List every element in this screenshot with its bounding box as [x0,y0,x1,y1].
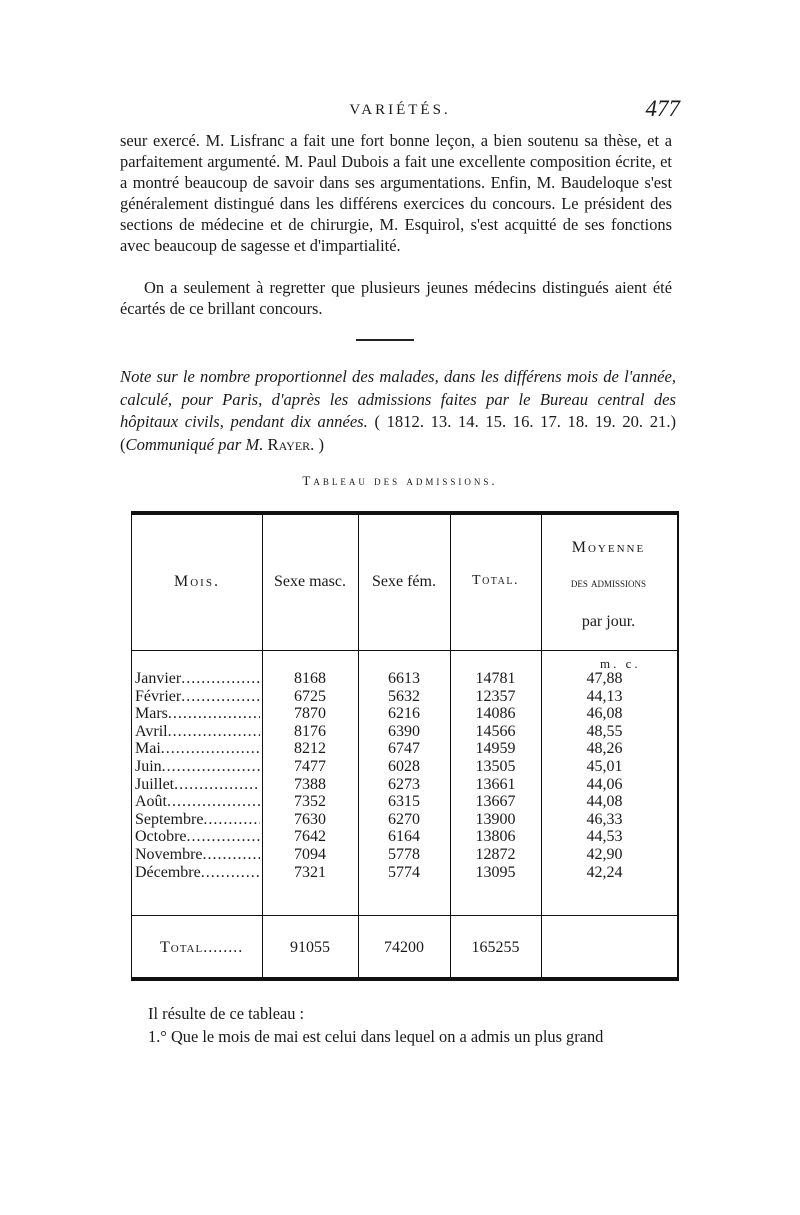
cell-total: 13095 [475,863,516,881]
page-number: 477 [645,96,680,121]
cell-moyenne: 42,24 [586,863,623,881]
cell-moyenne: 44,08 [586,793,623,811]
running-head [120,96,680,128]
table-row [132,864,676,882]
table-body [132,670,676,881]
note-years: ( 1812. 13. 14. 15. 16. 17. 18. 19. 20. 21.) [374,412,676,431]
header-par-jour: par jour. [581,613,636,630]
cell-moyenne: 44,53 [586,828,623,846]
cell-sexe-fem: 6270 [388,810,420,828]
header-total: Total. [472,573,519,588]
header-moyenne: Moyenne [571,539,646,556]
table-row [132,705,676,723]
note-heading [120,366,676,456]
cell-sexe-fem: 5778 [388,845,420,863]
cell-total: 12357 [475,687,516,705]
cell-sexe-fem: 6273 [388,775,420,793]
cell-mois: Décembre ..... [135,864,260,882]
cell-sexe-masc: 7352 [294,793,326,811]
cell-mois: Octobre ..... [135,828,260,846]
conclusion-intro: Il résulte de ce tableau : [148,1004,305,1023]
section-divider [356,339,414,341]
cell-total: 13661 [475,775,516,793]
header-mois: Mois. [174,573,220,590]
cell-mois: Juillet ..... [135,776,260,794]
cell-moyenne: 44,06 [586,775,623,793]
note-author: Rayer. [267,434,315,454]
cell-total: 14086 [475,705,516,723]
cell-mois: Mars ..... [135,705,260,723]
table-row [132,670,676,688]
cell-total: 14959 [475,740,516,758]
table-title: Tableau des admissions. [302,473,498,488]
cell-sexe-masc: 7630 [294,810,326,828]
total-sexe-fem: 74200 [384,939,424,956]
cell-sexe-masc: 7870 [294,705,326,723]
note-title: Note sur le nombre proportionnel des malades, dans les différens mois de l'année, calculé, pour Paris, d'après les admissions faites par le Bureau central des hôpitaux civils, pendant dix années. [120,367,676,431]
cell-sexe-masc: 7477 [294,757,326,775]
admissions-table [131,511,679,981]
header-divider [132,650,677,651]
cell-sexe-fem: 6390 [388,722,420,740]
cell-mois: Mai ..... [135,740,260,758]
cell-total: 13900 [475,810,516,828]
paragraph-concours: seur exercé. M. Lisfranc a fait une fort bonne leçon, a bien soutenu sa thèse, et a parfaitement argumenté. M. Paul Dubois a fait une excellente composition écrite, et a montré beaucoup de savoir dans ses argumentations. Enfin, M. Baudeloque s'est généralement distingué dans les différens exercices du concours. Le président des sections de médecine et de chirurgie, M. Esquirol, s'est acquitté de ses fonctions avec beaucoup de sagesse et d'impartialité. [120,131,672,255]
paragraph-regret: On a seulement à regretter que plusieurs jeunes médecins distingués aient été écartés de ce brillant concours. [120,278,672,318]
table-row [132,793,676,811]
cell-moyenne: 46,08 [586,705,623,723]
table-row [132,828,676,846]
units-label: m. c. [600,656,641,671]
note-paren-close: ) [318,434,324,454]
running-title: VARIÉTÉS. [349,102,451,118]
cell-sexe-masc: 7321 [294,863,326,881]
header-sexe-masc: Sexe masc. [274,573,346,590]
total-total: 165255 [471,939,520,956]
table-row [132,688,676,706]
total-label: Total ........ [160,939,260,957]
cell-moyenne: 44,13 [586,687,623,705]
cell-mois: Août ..... [135,793,260,811]
cell-total: 14566 [475,722,516,740]
cell-mois: Septembre ..... [135,811,260,829]
cell-sexe-fem: 5774 [388,863,420,881]
cell-moyenne: 47,88 [586,670,623,687]
cell-total: 13505 [475,757,516,775]
cell-sexe-masc: 7388 [294,775,326,793]
table-row [132,723,676,741]
cell-moyenne: 48,55 [586,722,623,740]
cell-total: 12872 [475,845,516,863]
cell-sexe-masc: 7642 [294,828,326,846]
header-sexe-fem: Sexe fém. [372,573,436,590]
cell-sexe-masc: 8176 [294,722,326,740]
note-paren-open: ( [120,434,126,454]
cell-sexe-fem: 6164 [388,828,420,846]
cell-sexe-masc: 6725 [294,687,326,705]
cell-total: 13806 [475,828,516,846]
header-des-admissions: des admissions [570,576,647,590]
cell-sexe-masc: 8168 [294,670,326,687]
cell-moyenne: 45,01 [586,757,623,775]
cell-mois: Avril ..... [135,723,260,741]
table-row [132,776,676,794]
cell-moyenne: 42,90 [586,845,623,863]
cell-sexe-fem: 5632 [388,687,420,705]
cell-sexe-masc: 8212 [294,740,326,758]
conclusion-line: 1.° Que le mois de mai est celui dans lequel on a admis un plus grand [148,1027,604,1046]
total-row [132,939,676,959]
cell-mois: Janvier ..... [135,670,260,688]
table-row [132,811,676,829]
total-divider [132,915,677,916]
cell-sexe-fem: 6028 [388,757,420,775]
table-row [132,846,676,864]
cell-sexe-fem: 6613 [388,670,420,687]
cell-moyenne: 48,26 [586,740,623,758]
cell-sexe-fem: 6216 [388,705,420,723]
cell-mois: Novembre ..... [135,846,260,864]
cell-moyenne: 46,33 [586,810,623,828]
cell-mois: Février ..... [135,688,260,706]
note-communique: Communiqué par M. [125,434,264,454]
total-sexe-masc: 91055 [290,939,330,956]
cell-total: 13667 [475,793,516,811]
table-row [132,758,676,776]
cell-sexe-fem: 6747 [388,740,420,758]
cell-total: 14781 [475,670,516,687]
table-row [132,740,676,758]
cell-sexe-fem: 6315 [388,793,420,811]
cell-mois: Juin ..... [135,758,260,776]
cell-sexe-masc: 7094 [294,845,326,863]
